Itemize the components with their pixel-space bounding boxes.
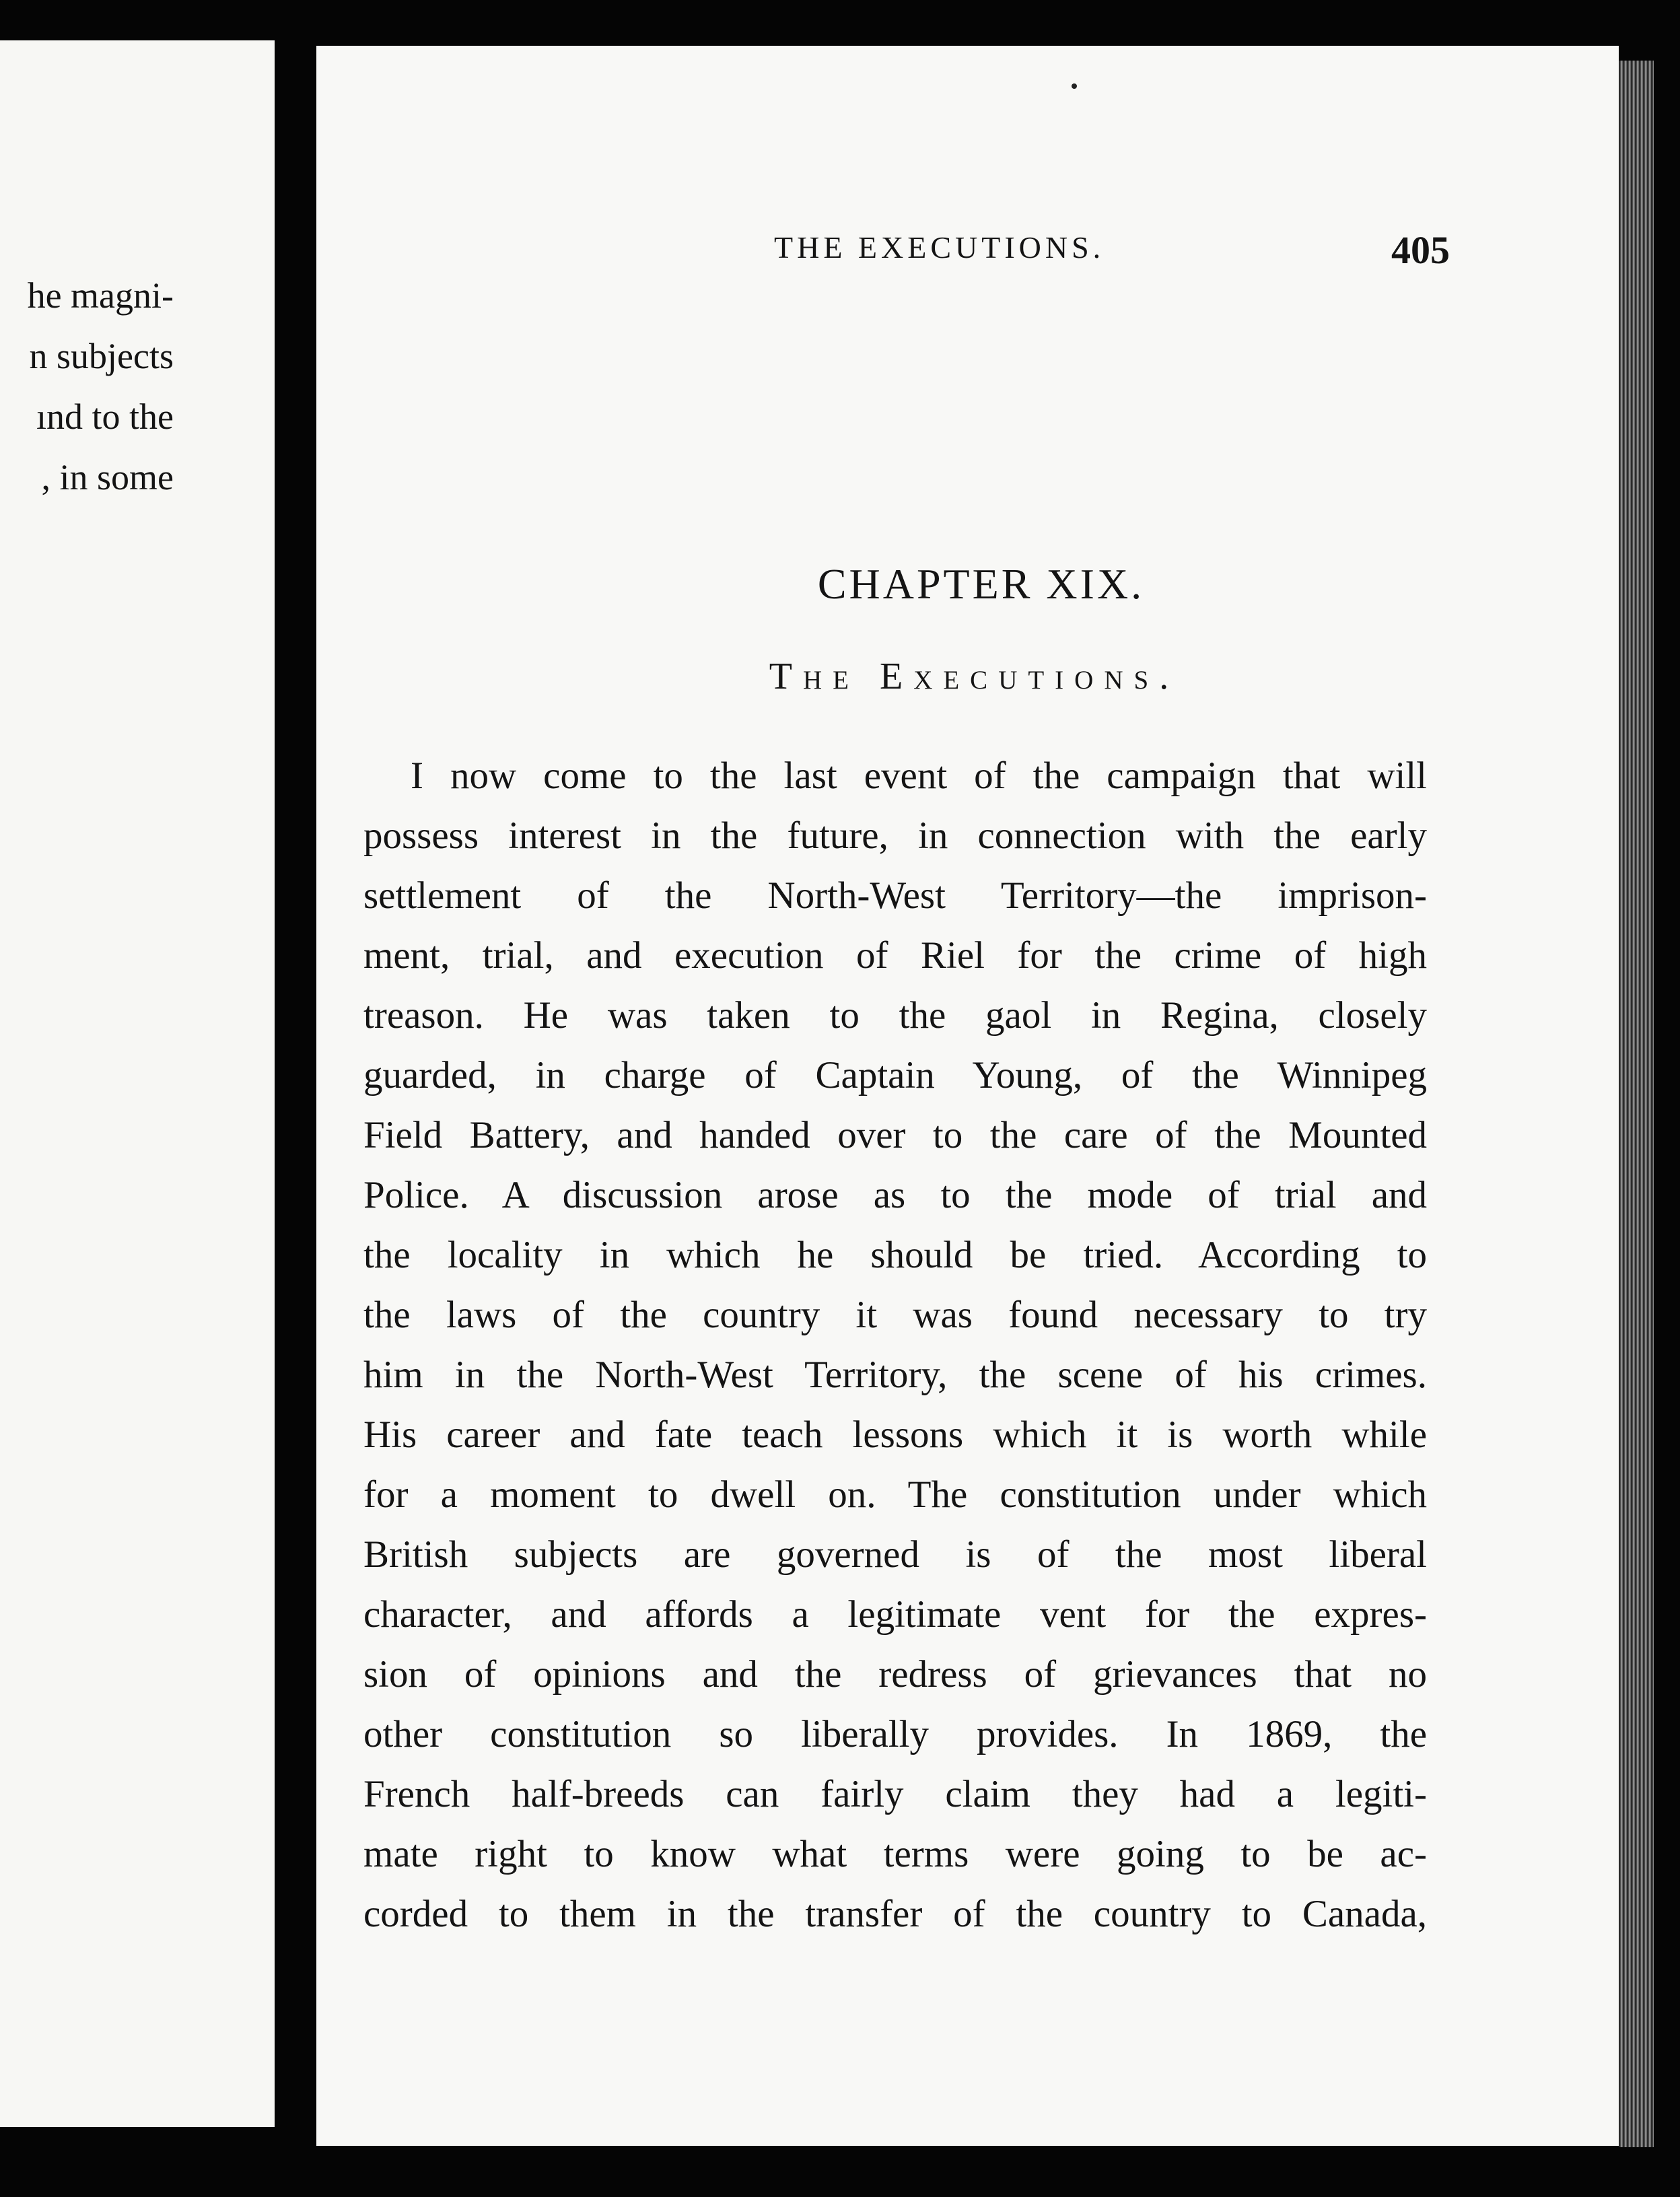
chapter-title: CHAPTER XIX.: [817, 560, 1145, 608]
text-line: ment, trial, and execution of Riel for the crime of high: [363, 934, 1427, 977]
left-page-line: , in some: [41, 457, 174, 497]
text-line: the laws of the country it was found necessary to try: [363, 1294, 1427, 1336]
text-line: British subjects are governed is of the most liberal: [363, 1533, 1427, 1576]
text-line: sion of opinions and the redress of grievances that no: [363, 1653, 1427, 1696]
body-text: [363, 746, 1427, 1944]
text-line: His career and fate teach lessons which it is worth while: [363, 1414, 1427, 1456]
text-line: Field Battery, and handed over to the care of the Mounted: [363, 1114, 1427, 1156]
right-page: [316, 46, 1619, 2146]
left-page-line: he magni-: [27, 275, 174, 316]
text-line: I now come to the last event of the campaign that will: [411, 755, 1427, 797]
text-line: corded to them in the transfer of the country to Canada,: [363, 1893, 1427, 1935]
text-line: him in the North-West Territory, the scene of his crimes.: [363, 1354, 1427, 1396]
book-spine-gutter: [275, 0, 316, 2197]
chapter-subtitle: The Executions.: [769, 656, 1180, 697]
text-line: the locality in which he should be tried. According to: [363, 1234, 1427, 1276]
left-page-line: ınd to the: [36, 396, 174, 437]
text-line: mate right to know what terms were going to be ac-: [363, 1833, 1427, 1875]
left-page-line: n subjects: [29, 336, 174, 376]
text-line: French half-breeds can fairly claim they had a legiti-: [363, 1773, 1427, 1815]
page-number: 405: [1391, 228, 1450, 272]
text-line: for a moment to dwell on. The constitution under which: [363, 1473, 1427, 1516]
text-line: treason. He was taken to the gaol in Regina, closely: [363, 994, 1427, 1037]
text-line: character, and affords a legitimate vent for the expres-: [363, 1593, 1427, 1636]
speck-mark: [1072, 83, 1077, 89]
text-line: guarded, in charge of Captain Young, of the Winnipeg: [363, 1054, 1427, 1096]
text-line: Police. A discussion arose as to the mode of trial and: [363, 1174, 1427, 1216]
text-line: other constitution so liberally provides. In 1869, the: [363, 1713, 1427, 1755]
text-line: possess interest in the future, in connection with the early: [363, 814, 1427, 857]
text-line: settlement of the North-West Territory—the imprison-: [363, 874, 1427, 917]
left-page: [0, 40, 275, 2127]
running-head: THE EXECUTIONS.: [774, 230, 1105, 265]
page-edges: [1619, 61, 1654, 2147]
